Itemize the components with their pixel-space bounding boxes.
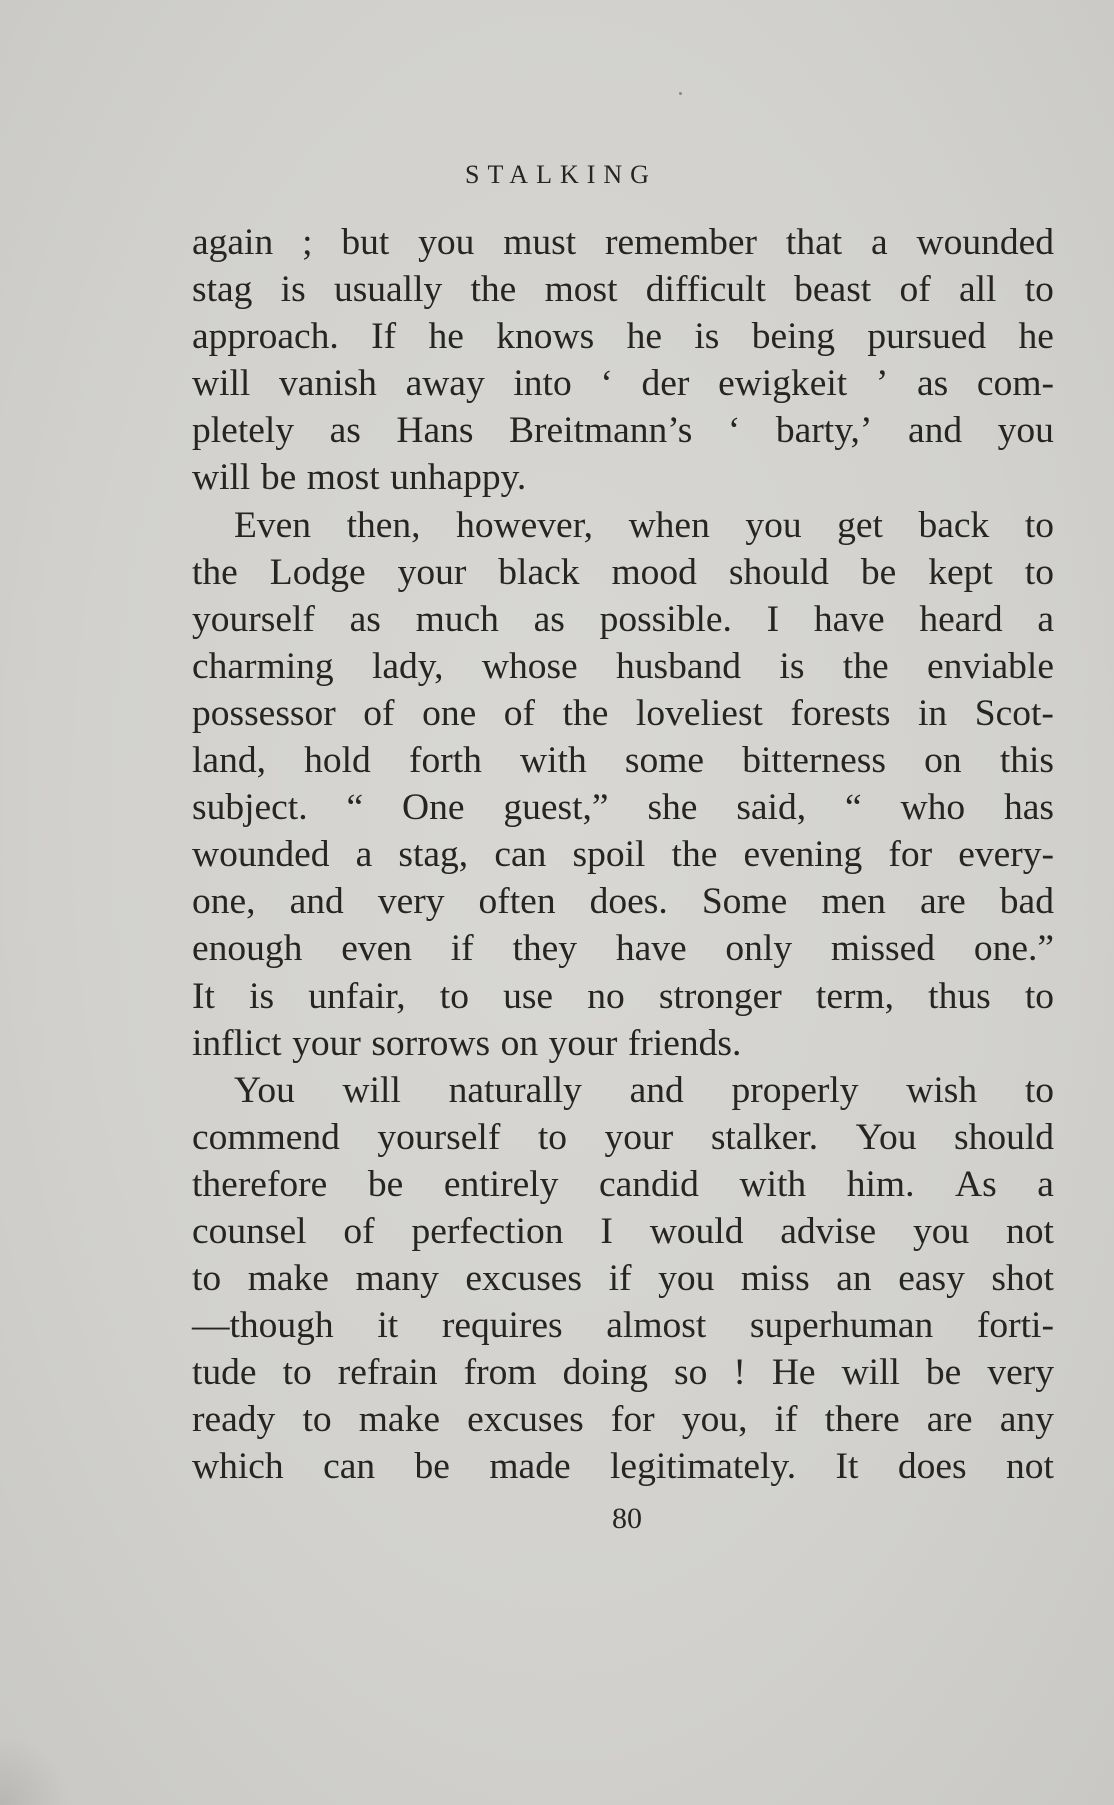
text-line: It is unfair, to use no stronger term, thus to (192, 975, 1054, 1017)
text-line: Even then, however, when you get back to (234, 504, 1054, 546)
text-line: wounded a stag, can spoil the evening for every- (192, 834, 1054, 876)
page-corner-shadow (0, 1735, 70, 1805)
text-line: the Lodge your black mood should be kept to (192, 551, 1054, 593)
text-line: commend yourself to your stalker. You should (192, 1116, 1054, 1158)
text-line: inflict your sorrows on your friends. (192, 1022, 742, 1064)
text-line: land, hold forth with some bitterness on this (192, 740, 1054, 782)
text-line: will vanish away into ‘ der ewigkeit ’ as com- (192, 363, 1054, 405)
running-head: STALKING (465, 160, 657, 189)
text-line: stag is usually the most difficult beast of all to (192, 269, 1054, 311)
page-number: 80 (612, 1502, 642, 1535)
text-line: approach. If he knows he is being pursued he (192, 316, 1054, 358)
text-line: —though it requires almost superhuman forti- (192, 1305, 1054, 1347)
body-text (192, 219, 1054, 1491)
text-line: one, and very often does. Some men are bad (192, 881, 1054, 923)
text-line: charming lady, whose husband is the enviable (192, 645, 1054, 687)
text-line: pletely as Hans Breitmann’s ‘ barty,’ and you (192, 410, 1054, 452)
dust-speck (679, 92, 682, 95)
text-line: will be most unhappy. (192, 457, 527, 499)
text-line: enough even if they have only missed one.” (192, 928, 1054, 970)
text-line: subject. “ One guest,” she said, “ who has (192, 787, 1054, 829)
text-line: therefore be entirely candid with him. As a (192, 1163, 1054, 1205)
text-line: again ; but you must remember that a wounded (192, 222, 1054, 263)
text-line: ready to make excuses for you, if there are any (192, 1399, 1054, 1441)
text-line: which can be made legitimately. It does not (192, 1446, 1054, 1488)
text-line: You will naturally and properly wish to (234, 1069, 1054, 1111)
text-line: yourself as much as possible. I have heard a (192, 598, 1054, 640)
text-line: to make many excuses if you miss an easy shot (192, 1258, 1054, 1300)
text-line: counsel of perfection I would advise you not (192, 1210, 1054, 1252)
text-line: possessor of one of the loveliest forests in Scot- (192, 692, 1054, 734)
text-line: tude to refrain from doing so ! He will be very (192, 1352, 1054, 1394)
